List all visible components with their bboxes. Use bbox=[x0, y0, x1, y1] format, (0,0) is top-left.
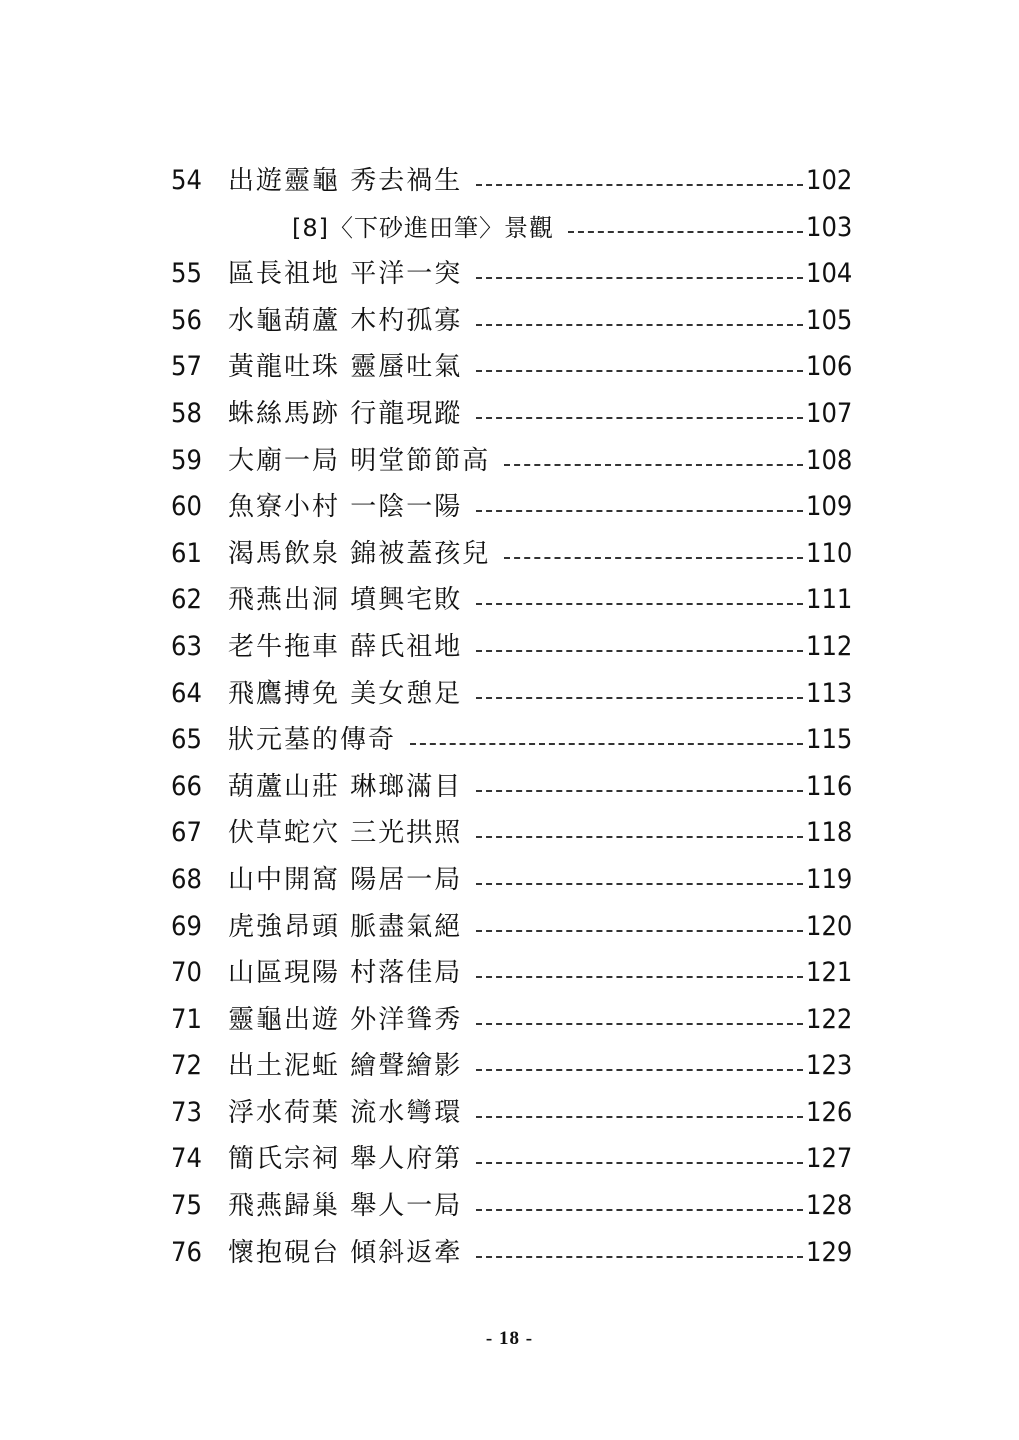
toc-entry bbox=[0, 577, 1019, 624]
toc-entry-number: 71 bbox=[171, 1003, 202, 1035]
toc-entry-title: 水龜葫蘆 木杓孤寡 bbox=[228, 305, 463, 336]
toc-entry-title: [8]〈下砂進田筆〉景觀 bbox=[292, 213, 554, 242]
toc-entry-title: 懷抱硯台 傾斜返牽 bbox=[228, 1237, 463, 1268]
toc-entry-page: 127 bbox=[806, 1143, 853, 1175]
toc-dot-leader bbox=[476, 790, 803, 792]
toc-entry-page: 113 bbox=[806, 677, 853, 709]
toc-entry-number: 66 bbox=[171, 770, 202, 802]
toc-dot-leader bbox=[476, 603, 803, 605]
toc-entry-title: 魚寮小村 一陰一陽 bbox=[228, 492, 463, 523]
toc-entry bbox=[0, 251, 1019, 298]
toc-entry-number: 68 bbox=[171, 863, 202, 895]
toc-entry-page: 110 bbox=[806, 537, 853, 569]
toc-entry bbox=[0, 438, 1019, 485]
toc-entry-page: 108 bbox=[806, 444, 853, 476]
toc-entry-page: 129 bbox=[806, 1236, 853, 1268]
toc-entry-number: 70 bbox=[171, 957, 202, 989]
toc-dot-leader bbox=[476, 370, 803, 372]
toc-entry-number: 64 bbox=[171, 677, 202, 709]
toc-entry-title: 葫蘆山莊 琳瑯滿目 bbox=[228, 771, 463, 802]
toc-subsection-entry bbox=[0, 205, 1019, 252]
toc-entry-title: 飛燕出洞 墳興宅敗 bbox=[228, 585, 463, 616]
toc-entry bbox=[0, 1183, 1019, 1230]
toc-entry-title: 渴馬飲泉 錦被蓋孩兒 bbox=[228, 538, 491, 569]
toc-entry bbox=[0, 810, 1019, 857]
toc-entry-title: 飛燕歸巢 舉人一局 bbox=[228, 1191, 463, 1222]
toc-entry bbox=[0, 484, 1019, 531]
toc-entry-number: 56 bbox=[171, 304, 202, 336]
toc-entry-title: 簡氏宗祠 舉人府第 bbox=[228, 1144, 463, 1175]
toc-entry-title: 大廟一局 明堂節節高 bbox=[228, 445, 491, 476]
toc-entry bbox=[0, 1136, 1019, 1183]
toc-entry-title: 山區現陽 村落佳局 bbox=[228, 958, 463, 989]
toc-entry bbox=[0, 950, 1019, 997]
toc-dot-leader bbox=[476, 1256, 803, 1258]
toc-entry-page: 104 bbox=[806, 258, 853, 290]
toc-dot-leader bbox=[476, 1209, 803, 1211]
toc-dot-leader bbox=[476, 930, 803, 932]
toc-dot-leader bbox=[504, 557, 803, 559]
toc-entry-title: 伏草蛇穴 三光拱照 bbox=[228, 818, 463, 849]
toc-dot-leader bbox=[476, 184, 803, 186]
toc-entry-title: 出遊靈龜 秀去禍生 bbox=[228, 166, 463, 196]
toc-entry-title: 區長祖地 平洋一突 bbox=[228, 259, 463, 290]
toc-entry-page: 107 bbox=[806, 397, 853, 429]
toc-entry-number: 67 bbox=[171, 817, 202, 849]
toc-entry-page: 123 bbox=[806, 1050, 853, 1082]
toc-entry bbox=[0, 904, 1019, 951]
toc-entry bbox=[0, 531, 1019, 578]
toc-entry-number: 76 bbox=[171, 1236, 202, 1268]
toc-dot-leader bbox=[476, 836, 803, 838]
toc-entry bbox=[0, 1090, 1019, 1137]
toc-entry-title: 虎強昂頭 脈盡氣絕 bbox=[228, 911, 463, 942]
toc-dot-leader bbox=[568, 231, 803, 233]
toc-entry-page: 111 bbox=[806, 584, 853, 616]
toc-entry-number: 63 bbox=[171, 630, 202, 662]
toc-dot-leader bbox=[476, 1116, 803, 1118]
toc-entry-page: 106 bbox=[806, 351, 853, 383]
toc-entry bbox=[0, 1043, 1019, 1090]
toc-entry bbox=[0, 158, 1019, 205]
toc-entry bbox=[0, 344, 1019, 391]
toc-dot-leader bbox=[410, 743, 803, 745]
toc-entry-number: 69 bbox=[171, 910, 202, 942]
toc-dot-leader bbox=[476, 976, 803, 978]
toc-dot-leader bbox=[476, 417, 803, 419]
toc-entry-number: 58 bbox=[171, 397, 202, 429]
toc-entry-number: 59 bbox=[171, 444, 202, 476]
toc-entry-number: 65 bbox=[171, 724, 202, 756]
toc-entry-title: 黃龍吐珠 靈蜃吐氣 bbox=[228, 352, 463, 383]
toc-entry bbox=[0, 1230, 1019, 1277]
toc-entry-page: 119 bbox=[806, 863, 853, 895]
toc-entry-number: 74 bbox=[171, 1143, 202, 1175]
toc-entry-title: 蛛絲馬跡 行龍現蹤 bbox=[228, 398, 463, 429]
toc-entry-title: 山中開窩 陽居一局 bbox=[228, 864, 463, 895]
toc-dot-leader bbox=[504, 464, 803, 466]
toc-entry-page: 109 bbox=[806, 491, 853, 523]
toc-entry-page: 128 bbox=[806, 1190, 853, 1222]
toc-entry bbox=[0, 997, 1019, 1044]
page-number-footer: - 18 - bbox=[485, 1328, 534, 1349]
toc-entry bbox=[0, 717, 1019, 764]
toc-entry-number: 54 bbox=[171, 165, 202, 196]
toc-entry-page: 105 bbox=[806, 304, 853, 336]
toc-entry-page: 103 bbox=[806, 211, 853, 243]
toc-entry-title: 狀元墓的傳奇 bbox=[228, 725, 397, 756]
toc-entry-number: 60 bbox=[171, 491, 202, 523]
toc-entry-page: 116 bbox=[806, 770, 853, 802]
toc-entry bbox=[0, 391, 1019, 438]
toc-dot-leader bbox=[476, 1023, 803, 1025]
toc-entry-title: 浮水荷葉 流水彎環 bbox=[228, 1097, 463, 1128]
toc-entry-page: 115 bbox=[806, 724, 853, 756]
toc-dot-leader bbox=[476, 883, 803, 885]
toc-dot-leader bbox=[476, 510, 803, 512]
toc-entry bbox=[0, 764, 1019, 811]
toc-entry-number: 57 bbox=[171, 351, 202, 383]
toc-entry bbox=[0, 624, 1019, 671]
toc-dot-leader bbox=[476, 277, 803, 279]
toc-entry-number: 55 bbox=[171, 258, 202, 290]
toc-dot-leader bbox=[476, 697, 803, 699]
toc-entry-page: 122 bbox=[806, 1003, 853, 1035]
toc-entry-page: 126 bbox=[806, 1096, 853, 1128]
toc-entry-page: 112 bbox=[806, 630, 853, 662]
toc-entry-page: 102 bbox=[806, 165, 853, 196]
toc-entry-number: 75 bbox=[171, 1190, 202, 1222]
table-of-contents bbox=[0, 158, 1019, 1276]
toc-entry-page: 118 bbox=[806, 817, 853, 849]
toc-entry-title: 飛鷹搏免 美女憩足 bbox=[228, 678, 463, 709]
toc-entry bbox=[0, 671, 1019, 718]
toc-entry-page: 121 bbox=[806, 957, 853, 989]
toc-dot-leader bbox=[476, 650, 803, 652]
toc-entry-number: 73 bbox=[171, 1096, 202, 1128]
toc-entry-number: 61 bbox=[171, 537, 202, 569]
toc-dot-leader bbox=[476, 1162, 803, 1164]
toc-entry bbox=[0, 857, 1019, 904]
toc-entry-number: 72 bbox=[171, 1050, 202, 1082]
toc-dot-leader bbox=[476, 1069, 803, 1071]
toc-entry-number: 62 bbox=[171, 584, 202, 616]
toc-entry-title: 出土泥蚯 繪聲繪影 bbox=[228, 1051, 463, 1082]
toc-entry bbox=[0, 298, 1019, 345]
toc-entry-title: 靈龜出遊 外洋聳秀 bbox=[228, 1004, 463, 1035]
toc-entry-page: 120 bbox=[806, 910, 853, 942]
toc-entry-title: 老牛拖車 薛氏祖地 bbox=[228, 631, 463, 662]
toc-dot-leader bbox=[476, 324, 803, 326]
